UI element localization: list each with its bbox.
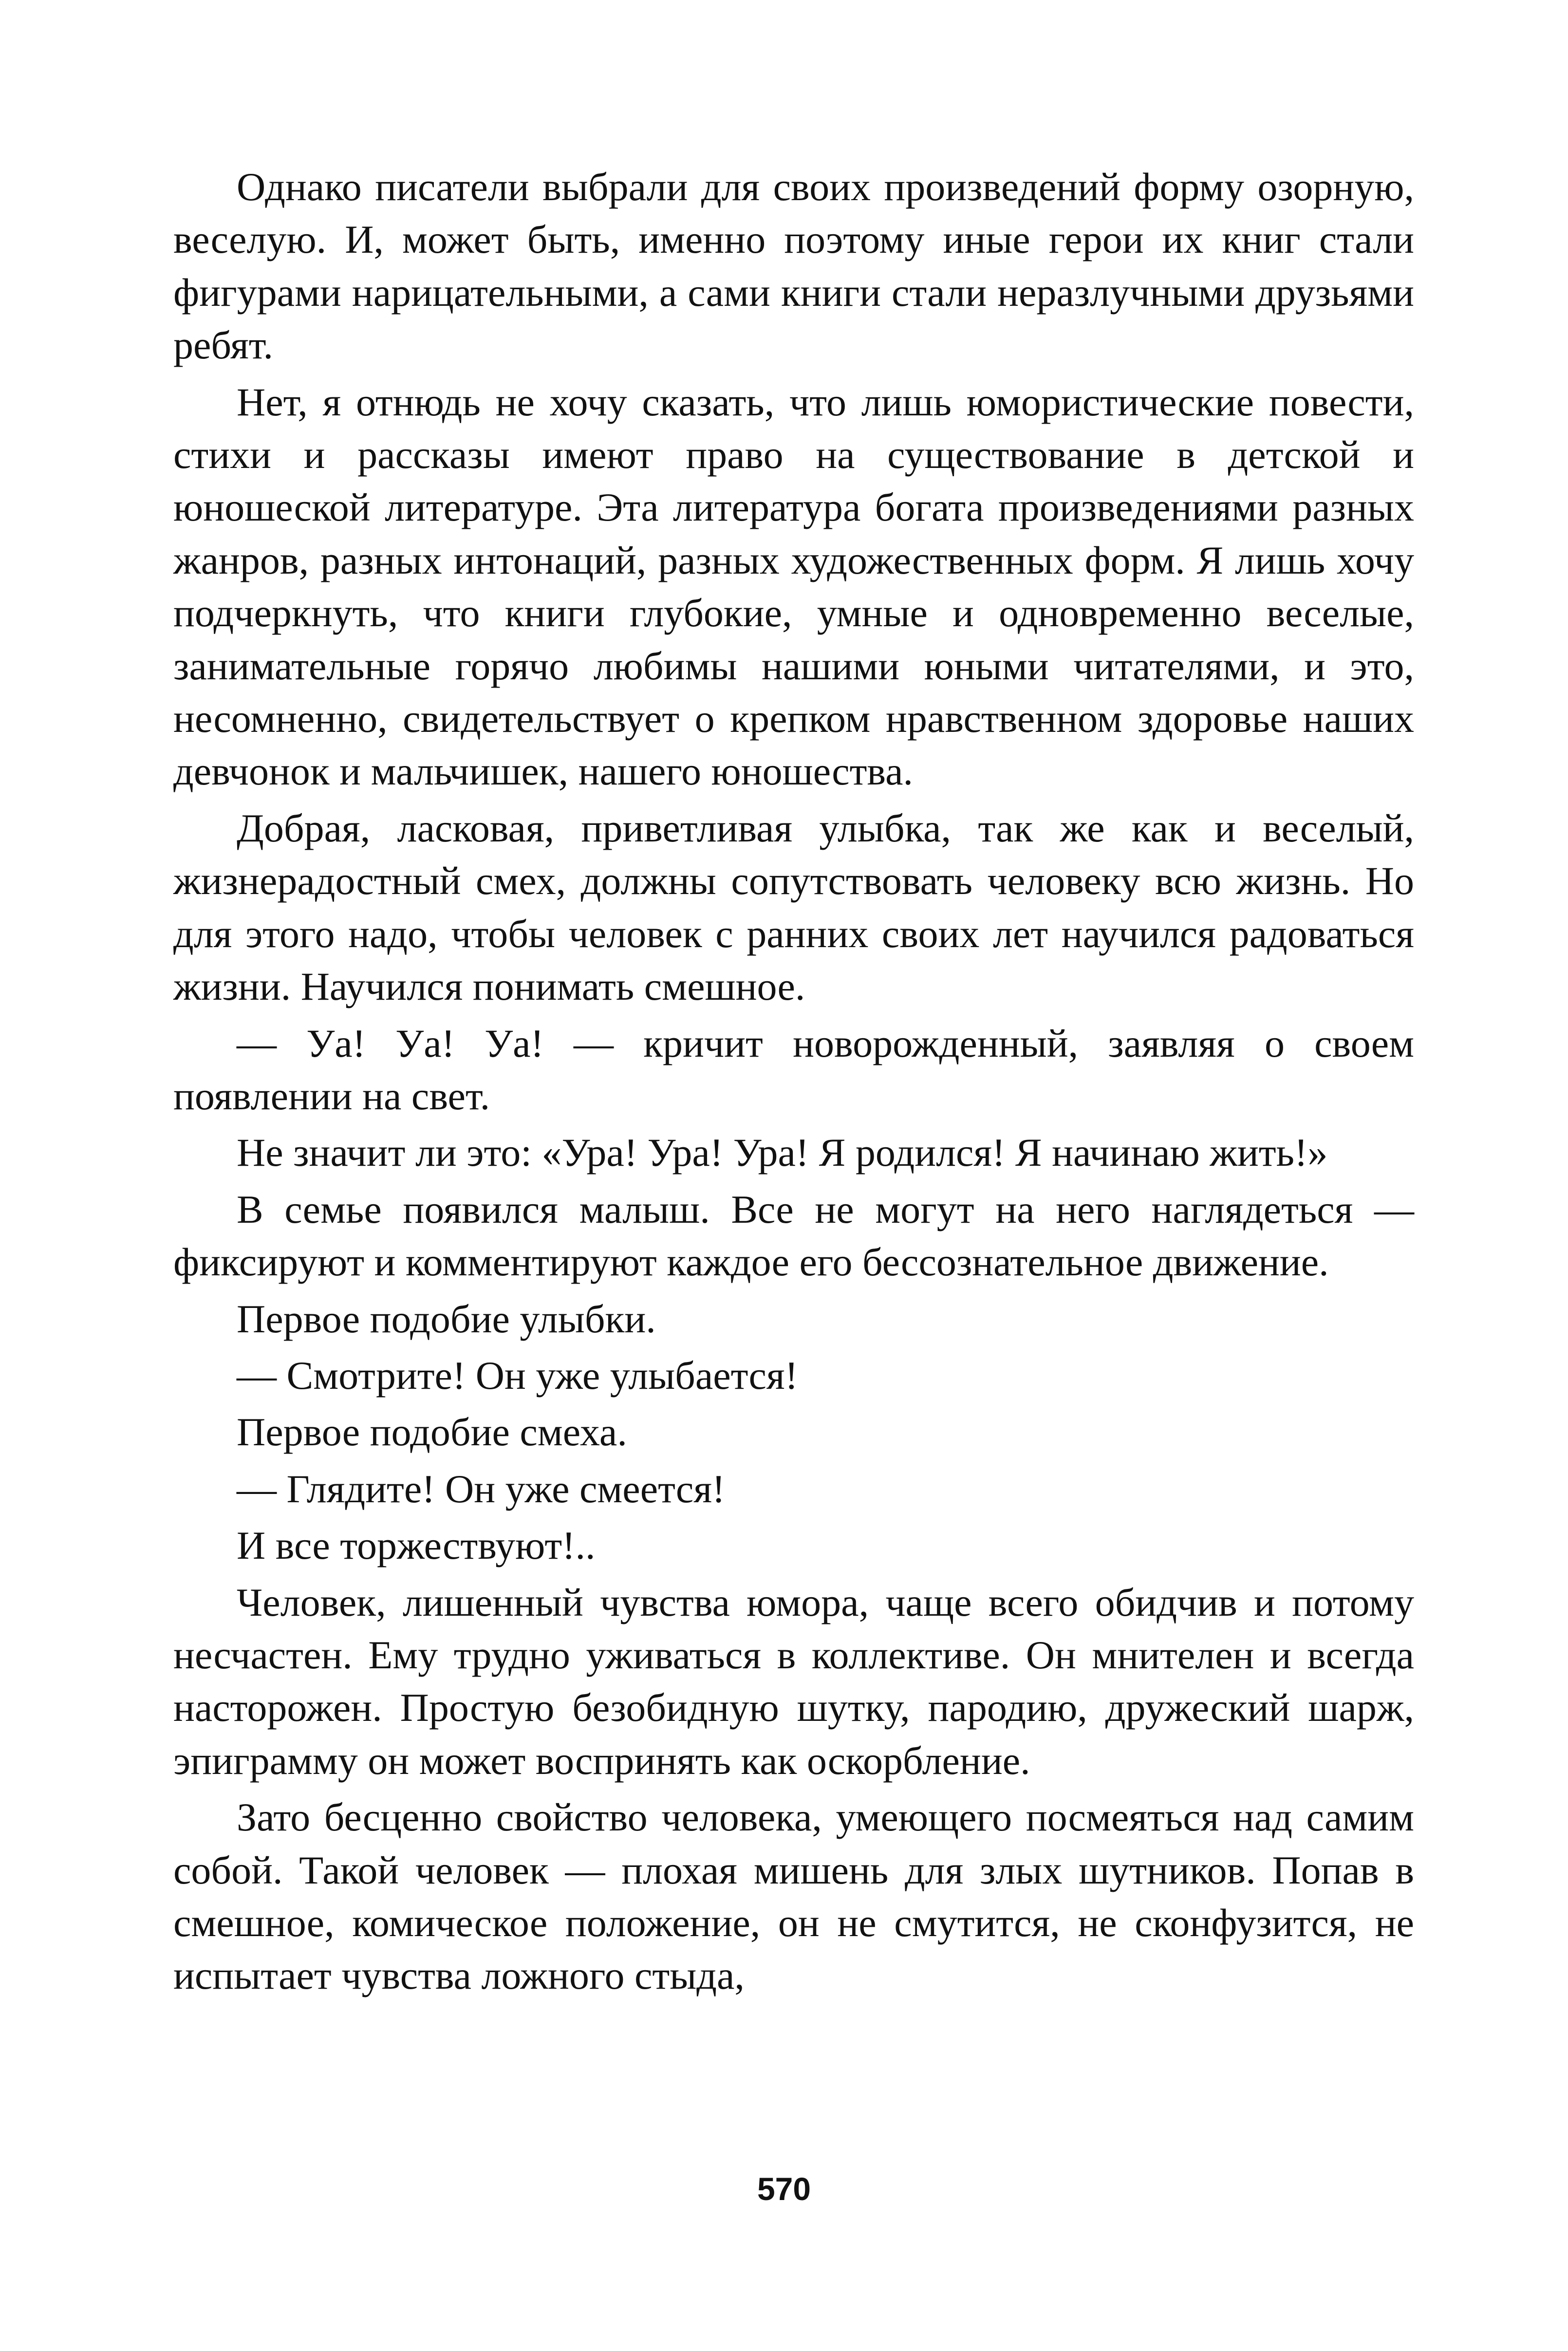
- paragraph-10: — Глядите! Он уже смеется!: [237, 1466, 726, 1511]
- body-text: [173, 161, 1414, 2006]
- page-number: 570: [757, 2171, 811, 2207]
- paragraph-4: — Уа! Уа! Уа! — кричит новорожденный, заявляя о своем появлении на свет.: [173, 1021, 1414, 1118]
- paragraph-11: И все торжествуют!..: [237, 1523, 596, 1568]
- paragraph-8: — Смотрите! Он уже улыбается!: [237, 1353, 798, 1398]
- paragraph-9: Первое подобие смеха.: [237, 1410, 627, 1455]
- paragraph-7: Первое подобие улыбки.: [237, 1296, 656, 1341]
- paragraph-1: Однако писатели выбрали для своих произведений форму озорную, веселую. И, может быть, именно поэтому иные герои их книг стали фигурами нарицательными, а сами книги стали неразлучными друзьями ребят.: [173, 165, 1414, 368]
- paragraph-13: Зато бесценно свойство человека, умеющего посмеяться над самим собой. Такой человек — плохая мишень для злых шутников. Попав в смешное, комическое положение, он не смутится, не сконфузится, не испытает чувства ложного стыда,: [173, 1795, 1414, 1998]
- paragraph-3: Добрая, ласковая, приветливая улыбка, так же как и веселый, жизнерадостный смех, должны сопутствовать человеку всю жизнь. Но для этого надо, чтобы человек с ранних своих лет научился радоваться жизни. Научился понимать смешное.: [173, 805, 1414, 1009]
- paragraph-2: Нет, я отнюдь не хочу сказать, что лишь юмористические повести, стихи и рассказы имеют право на существование в детской и юношеской литературе. Эта литература богата произведениями разных жанров, разных интонаций, разных художественных форм. Я лишь хочу подчеркнуть, что книги глубокие, умные и одновременно веселые, занимательные горячо любимы нашими юными читателями, и это, несомненно, свидетельствует о крепком нравственном здоровье наших девчонок и мальчишек, нашего юношества.: [173, 379, 1414, 794]
- paragraph-12: Человек, лишенный чувства юмора, чаще всего обидчив и потому несчастен. Ему трудно уживаться в коллективе. Он мнителен и всегда насторожен. Простую безобидную шутку, пародию, дружеский шарж, эпиграмму он может воспринять как оскорбление.: [173, 1580, 1414, 1783]
- paragraph-5: Не значит ли это: «Ура! Ура! Ура! Я родился! Я начинаю жить!»: [237, 1130, 1328, 1175]
- paragraph-6: В семье появился малыш. Все не могут на него наглядеться — фиксируют и комментируют каждое его бессознательное движение.: [173, 1187, 1414, 1285]
